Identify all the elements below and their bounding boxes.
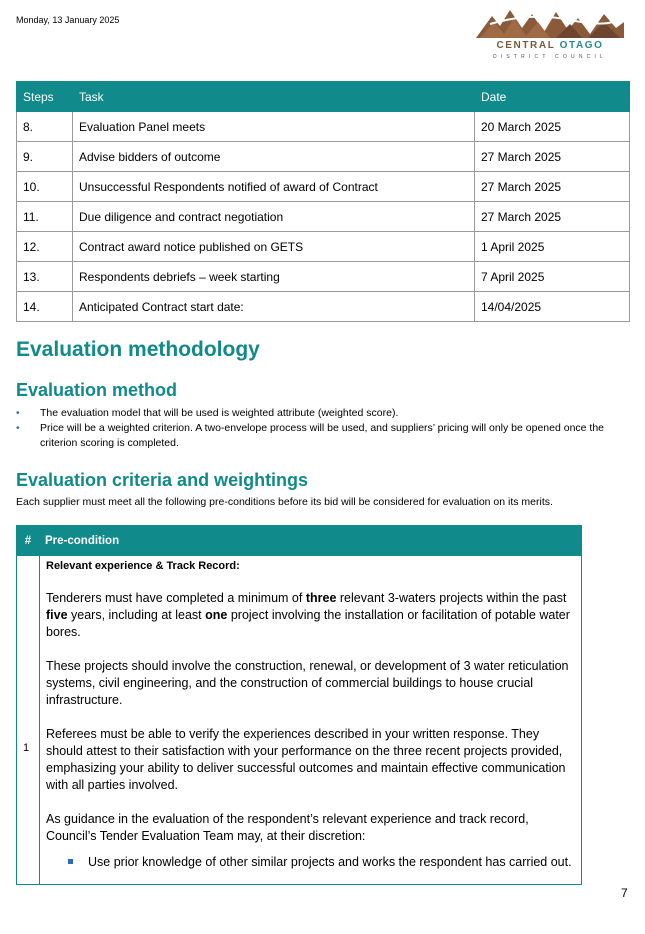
header-precondition: Pre-condition (45, 535, 120, 547)
row-number-cell (17, 556, 40, 884)
precondition-paragraph: Referees must be able to verify the experiences described in your written response. They should attest to their satisfaction with your performance on the three recent projects provided, emphasizing your ability to deliver successful outcomes and maintain effective communication with all parties involved. (46, 727, 566, 792)
method-bullets (16, 406, 628, 451)
precondition-paragraph: As guidance in the evaluation of the respondent’s relevant experience and track record, Council’s Tender Evaluation Team may, at their discretion: (46, 812, 529, 843)
cell-task: Respondents debriefs – week starting (73, 262, 475, 292)
list-item: • The evaluation model that will be used is weighted attribute (weighted score). (16, 406, 628, 421)
cell-step: 10. (17, 172, 73, 202)
precondition-table (16, 525, 582, 885)
header-date: Date (475, 82, 630, 112)
cell-date: 7 April 2025 (475, 262, 630, 292)
cell-step: 9. (17, 142, 73, 172)
schedule-table (16, 81, 630, 322)
logo-name-1: CENTRAL (496, 40, 556, 51)
mountains-icon (470, 4, 630, 40)
cell-step: 8. (17, 112, 73, 142)
list-item: • Price will be a weighted criterion. A two-envelope process will be used, and suppliers’ pricing will only be opened once the criterion scoring is completed. (16, 421, 628, 451)
cell-task: Unsuccessful Respondents notified of award of Contract (73, 172, 475, 202)
precondition-sub-bullet: Use prior knowledge of other similar projects and works the respondent has carried out. (46, 854, 575, 871)
precondition-paragraph: Tenderers must have completed a minimum of three relevant 3-waters projects within the past five years, including at least one project involving the installation or facilitation of potable water bores. (46, 591, 570, 639)
cell-step: 14. (17, 292, 73, 322)
precondition-header-row (17, 526, 581, 556)
header-date: Monday, 13 January 2025 (16, 15, 120, 25)
criteria-intro: Each supplier must meet all the following pre-conditions before its bid will be considered for evaluation on its merits. (16, 496, 553, 508)
precondition-row (17, 556, 581, 884)
table-header-row (17, 82, 630, 112)
table-row (17, 232, 630, 262)
table-row (17, 142, 630, 172)
cell-task: Contract award notice published on GETS (73, 232, 475, 262)
cell-step: 12. (17, 232, 73, 262)
cell-task: Evaluation Panel meets (73, 112, 475, 142)
method-heading: Evaluation method (16, 380, 178, 400)
header-steps: Steps (17, 82, 73, 112)
table-row (17, 112, 630, 142)
header-task: Task (73, 82, 475, 112)
cell-date: 20 March 2025 (475, 112, 630, 142)
precondition-subheading: Relevant experience & Track Record: (46, 560, 240, 572)
logo-name-2: OTAGO (559, 40, 604, 51)
cell-date: 27 March 2025 (475, 172, 630, 202)
cell-date: 1 April 2025 (475, 232, 630, 262)
table-row (17, 262, 630, 292)
page-number: 7 (621, 886, 628, 900)
section-title: Evaluation methodology (16, 338, 260, 361)
criteria-heading: Evaluation criteria and weightings (16, 470, 309, 490)
cell-step: 11. (17, 202, 73, 232)
cell-step: 13. (17, 262, 73, 292)
logo-subtitle: DISTRICT COUNCIL (492, 54, 608, 60)
header-hash: # (24, 535, 32, 547)
table-row (17, 292, 630, 322)
cell-task: Due diligence and contract negotiation (73, 202, 475, 232)
cell-date: 14/04/2025 (475, 292, 630, 322)
row-number: 1 (23, 742, 30, 754)
cell-task: Anticipated Contract start date: (73, 292, 475, 322)
cell-task: Advise bidders of outcome (73, 142, 475, 172)
table-row (17, 202, 630, 232)
cell-date: 27 March 2025 (475, 142, 630, 172)
precondition-content (46, 558, 575, 871)
table-row (17, 172, 630, 202)
cell-date: 27 March 2025 (475, 202, 630, 232)
precondition-paragraph: These projects should involve the construction, renewal, or development of 3 water reticulation systems, civil engineering, and the construction of commercial buildings to house crucial infrastructure. (46, 659, 569, 707)
council-logo (470, 4, 630, 62)
